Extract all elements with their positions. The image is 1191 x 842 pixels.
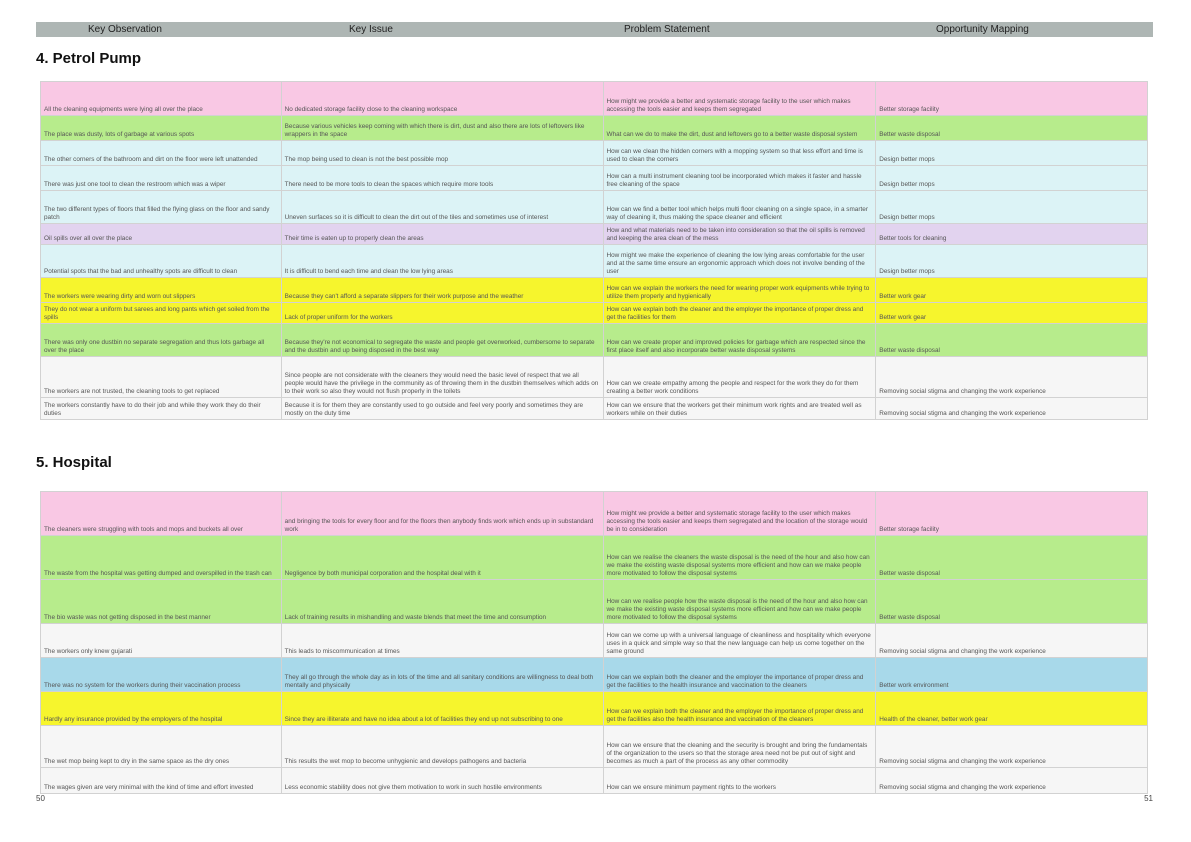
section-title-petrol-pump: 4. Petrol Pump: [36, 50, 142, 67]
header-key-observation: Key Observation: [88, 24, 162, 35]
table-row: [41, 116, 1148, 141]
cell-issue: Because various vehicles keep coming with which there is dirt, dust and also there are lots of leftovers like wrappers in the space: [281, 116, 603, 141]
table-row: [41, 536, 1148, 580]
cell-problem: How can we realise people how the waste disposal is the need of the hour and also how can we make the existing waste disposal systems more efficient and how can we make people more motivated to follow the disposal systems: [603, 580, 876, 624]
cell-problem: How can we create empathy among the people and respect for the work they do for them creating a better work conditions: [603, 357, 876, 398]
cell-observation: The place was dusty, lots of garbage at various spots: [41, 116, 282, 141]
cell-opportunity: Design better mops: [876, 166, 1148, 191]
cell-observation: Hardly any insurance provided by the employers of the hospital: [41, 692, 282, 726]
cell-observation: The wet mop being kept to dry in the same space as the dry ones: [41, 726, 282, 768]
cell-problem: How can we explain both the cleaner and the employer the importance of proper dress and get the facilities also the health insurance and vaccination of the cleaners: [603, 692, 876, 726]
cell-issue: They all go through the whole day as in lots of the time and all sanitary conditions are willingness to deal both mentally and physically: [281, 658, 603, 692]
table-row: [41, 245, 1148, 278]
cell-opportunity: Design better mops: [876, 141, 1148, 166]
cell-opportunity: Health of the cleaner, better work gear: [876, 692, 1148, 726]
table-row: [41, 398, 1148, 420]
cell-problem: How can a multi instrument cleaning tool be incorporated which makes it faster and hassle free cleaning of the space: [603, 166, 876, 191]
cell-observation: Oil spills over all over the place: [41, 224, 282, 245]
cell-opportunity: Better work gear: [876, 303, 1148, 324]
cell-observation: All the cleaning equipments were lying all over the place: [41, 82, 282, 116]
cell-opportunity: Design better mops: [876, 245, 1148, 278]
table-row: [41, 82, 1148, 116]
cell-problem: How can we ensure that the cleaning and the security is brought and bring the fundamentals of the organization to the users so that the storage area need not be put out of sight and becomes as much a part of the process as any other commodity: [603, 726, 876, 768]
cell-issue: The mop being used to clean is not the best possible mop: [281, 141, 603, 166]
table-row: [41, 658, 1148, 692]
cell-problem: How can we create proper and improved policies for garbage which are respected since the first place itself and also incorporate better waste disposal systems: [603, 324, 876, 357]
cell-opportunity: Better waste disposal: [876, 324, 1148, 357]
table-row: [41, 303, 1148, 324]
cell-observation: There was no system for the workers during their vaccination process: [41, 658, 282, 692]
cell-issue: This leads to miscommunication at times: [281, 624, 603, 658]
table-row: [41, 768, 1148, 794]
cell-opportunity: Better work gear: [876, 278, 1148, 303]
cell-opportunity: Better waste disposal: [876, 536, 1148, 580]
cell-observation: Potential spots that the bad and unhealthy spots are difficult to clean: [41, 245, 282, 278]
cell-problem: How can we clean the hidden corners with a mopping system so that less effort and time is used to clean the corners: [603, 141, 876, 166]
cell-observation: There was just one tool to clean the restroom which was a wiper: [41, 166, 282, 191]
cell-problem: How can we ensure minimum payment rights to the workers: [603, 768, 876, 794]
cell-problem: How and what materials need to be taken into consideration so that the oil spills is removed and keeping the area clean of the mess: [603, 224, 876, 245]
cell-problem: How can we come up with a universal language of cleanliness and hospitality which everyone uses in a quick and simple way so that the new language can help us come together on the same ground: [603, 624, 876, 658]
table-row: [41, 726, 1148, 768]
cell-opportunity: Removing social stigma and changing the work experience: [876, 768, 1148, 794]
cell-problem: How can we ensure that the workers get their minimum work rights and are treated well as workers while on their duties: [603, 398, 876, 420]
cell-observation: The other corners of the bathroom and dirt on the floor were left unattended: [41, 141, 282, 166]
cell-opportunity: Better storage facility: [876, 492, 1148, 536]
cell-issue: Since they are illiterate and have no idea about a lot of facilities they end up not subscribing to one: [281, 692, 603, 726]
cell-observation: The two different types of floors that filled the flying glass on the floor and sandy patch: [41, 191, 282, 224]
table-row: [41, 692, 1148, 726]
cell-problem: How can we find a better tool which helps multi floor cleaning on a single space, in a smarter way of cleaning it, thus making the space cleaner and efficient: [603, 191, 876, 224]
cell-problem: How can we explain both the cleaner and the employer the importance of proper dress and get the facilities to the health insurance and vaccination to the cleaners: [603, 658, 876, 692]
table-row: [41, 492, 1148, 536]
column-header-bar: [36, 22, 1153, 37]
cell-opportunity: Removing social stigma and changing the work experience: [876, 398, 1148, 420]
table-row: [41, 278, 1148, 303]
cell-issue: Lack of proper uniform for the workers: [281, 303, 603, 324]
cell-problem: How might we make the experience of cleaning the low lying areas comfortable for the user and at the same time ensure an ergonomic approach which does not involve bending of the user: [603, 245, 876, 278]
page-number-right: 51: [1144, 794, 1153, 803]
cell-issue: Lack of training results in mishandling and waste blends that meet the time and consumption: [281, 580, 603, 624]
cell-observation: The cleaners were struggling with tools and mops and buckets all over: [41, 492, 282, 536]
cell-problem: What can we do to make the dirt, dust and leftovers go to a better waste disposal system: [603, 116, 876, 141]
cell-opportunity: Better waste disposal: [876, 116, 1148, 141]
header-opportunity-mapping: Opportunity Mapping: [936, 24, 1029, 35]
cell-problem: How can we realise the cleaners the waste disposal is the need of the hour and also how can we make the existing waste disposal systems more efficient and how can we make people more motivated to follow the disposal systems: [603, 536, 876, 580]
cell-opportunity: Better tools for cleaning: [876, 224, 1148, 245]
cell-observation: They do not wear a uniform but sarees and long pants which get soiled from the spills: [41, 303, 282, 324]
cell-observation: The workers constantly have to do their job and while they work they do their duties: [41, 398, 282, 420]
cell-opportunity: Design better mops: [876, 191, 1148, 224]
table-row: [41, 224, 1148, 245]
cell-issue: Since people are not considerate with the cleaners they would need the basic level of respect that we all people would have the privilege in the community as of throwing them in the dustbin themselves which adds on to their work so also they would not flush properly in the toilets: [281, 357, 603, 398]
page-number-left: 50: [36, 794, 45, 803]
cell-problem: How can we explain both the cleaner and the employer the importance of proper dress and get the facilities for them: [603, 303, 876, 324]
cell-issue: and bringing the tools for every floor and for the floors then anybody finds work which ends up in substandard work: [281, 492, 603, 536]
table-row: [41, 357, 1148, 398]
cell-opportunity: Better storage facility: [876, 82, 1148, 116]
cell-observation: The workers only knew gujarati: [41, 624, 282, 658]
cell-problem: How might we provide a better and systematic storage facility to the user which makes accessing the tools easier and keeps them segregated: [603, 82, 876, 116]
table-row: [41, 166, 1148, 191]
cell-observation: The workers are not trusted, the cleaning tools to get replaced: [41, 357, 282, 398]
cell-issue: Negligence by both municipal corporation and the hospital deal with it: [281, 536, 603, 580]
cell-issue: Uneven surfaces so it is difficult to clean the dirt out of the tiles and sometimes use of interest: [281, 191, 603, 224]
cell-observation: The workers were wearing dirty and worn out slippers: [41, 278, 282, 303]
cell-observation: The waste from the hospital was getting dumped and overspilled in the trash can: [41, 536, 282, 580]
cell-observation: The bio waste was not getting disposed in the best manner: [41, 580, 282, 624]
table-row: [41, 191, 1148, 224]
cell-opportunity: Better work environment: [876, 658, 1148, 692]
cell-observation: There was only one dustbin no separate segregation and thus lots garbage all over the place: [41, 324, 282, 357]
table-row: [41, 624, 1148, 658]
cell-issue: It is difficult to bend each time and clean the low lying areas: [281, 245, 603, 278]
header-problem-statement: Problem Statement: [624, 24, 710, 35]
header-key-issue: Key Issue: [349, 24, 393, 35]
cell-opportunity: Removing social stigma and changing the work experience: [876, 726, 1148, 768]
table-row: [41, 324, 1148, 357]
cell-problem: How can we explain the workers the need for wearing proper work equipments while trying to utilize them properly and hygienically: [603, 278, 876, 303]
cell-issue: Because they're not economical to segregate the waste and people get overworked, cumbersome to separate and the dustbin and up being disposed in the best way: [281, 324, 603, 357]
cell-issue: No dedicated storage facility close to the cleaning workspace: [281, 82, 603, 116]
cell-issue: Because it is for them they are constantly used to go outside and feel very poorly and sometimes they are mostly on the duty time: [281, 398, 603, 420]
cell-issue: There need to be more tools to clean the spaces which require more tools: [281, 166, 603, 191]
table-row: [41, 141, 1148, 166]
hospital-table: [40, 491, 1148, 794]
cell-issue: Less economic stability does not give them motivation to work in such hostile environments: [281, 768, 603, 794]
petrol-pump-table: [40, 81, 1148, 420]
cell-issue: Their time is eaten up to properly clean the areas: [281, 224, 603, 245]
cell-issue: Because they can't afford a separate slippers for their work purpose and the weather: [281, 278, 603, 303]
cell-opportunity: Removing social stigma and changing the work experience: [876, 624, 1148, 658]
cell-opportunity: Better waste disposal: [876, 580, 1148, 624]
cell-issue: This results the wet mop to become unhygienic and develops pathogens and bacteria: [281, 726, 603, 768]
cell-problem: How might we provide a better and systematic storage facility to the user which makes accessing the tools easier and keeps them segregated and the location of the storage would be in to consideration: [603, 492, 876, 536]
table-row: [41, 580, 1148, 624]
cell-opportunity: Removing social stigma and changing the work experience: [876, 357, 1148, 398]
section-title-hospital: 5. Hospital: [36, 454, 112, 471]
cell-observation: The wages given are very minimal with the kind of time and effort invested: [41, 768, 282, 794]
